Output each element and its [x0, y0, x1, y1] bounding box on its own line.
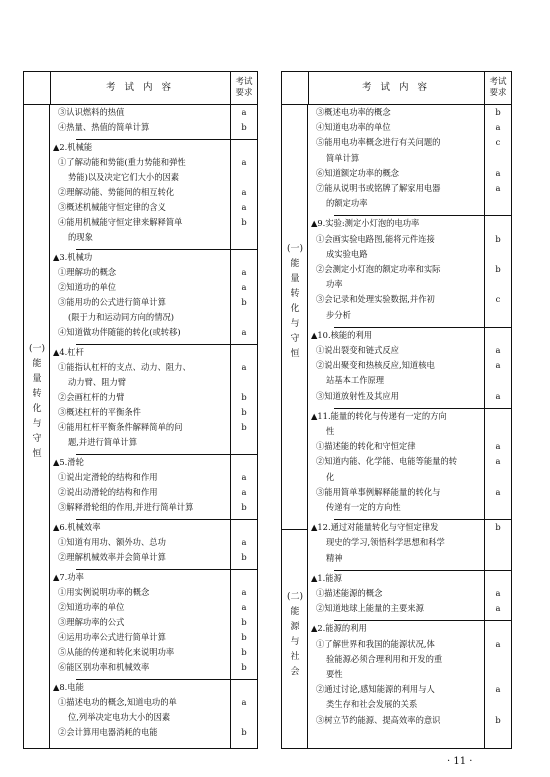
row-content: ③理解功率的公式 — [58, 617, 125, 627]
row-content: ②知道地球上能量的主要来源 — [316, 603, 424, 614]
row-requirement: a — [495, 684, 501, 695]
row-content: ①了解动能和势能(重力势能和弹性 — [58, 157, 186, 167]
row-content: ②说出聚变和热核反应,知道核电 — [316, 360, 435, 371]
row-requirement: a — [241, 537, 247, 547]
row-content: ⑥知道额定功率的概念 — [316, 167, 399, 178]
row-requirement: c — [495, 137, 501, 148]
row-requirement: a — [495, 638, 501, 649]
row-content: 站基本工作原理 — [326, 375, 385, 386]
row-content: 现史的学习,领悟科学思想和科学 — [326, 537, 445, 548]
category-char: 量 — [290, 274, 300, 284]
left-table-header — [24, 72, 257, 105]
row-content: ①知道有用功、额外功、总功 — [58, 537, 166, 547]
row-content: 位,列举决定电功大小的因素 — [68, 712, 171, 722]
row-content: ▲12.通过对能量转化与守恒定律发 — [311, 522, 439, 533]
row-content: ③概述杠杆的平衡条件 — [58, 407, 141, 417]
row-content: ⑦能从说明书或铭牌了解家用电器 — [316, 183, 441, 193]
header-content-label: 考 试 内 容 — [308, 72, 485, 104]
row-requirement: a — [241, 602, 247, 612]
row-requirement: b — [241, 632, 247, 642]
row-content: ②会画杠杆的力臂 — [58, 392, 125, 402]
category-char: 恒 — [32, 449, 42, 459]
row-content: ④热量、热值的简单计算 — [58, 122, 150, 132]
section-divider — [334, 327, 511, 328]
row-content: 化 — [326, 471, 335, 482]
row-content: ▲11.能量的转化与传递有一定的方向 — [311, 410, 447, 421]
row-content: ④知道做功伴随能的转化(或转移) — [58, 327, 181, 337]
row-requirement: a — [241, 187, 247, 197]
row-content: ⑤从能的传递和转化来说明功率 — [58, 647, 175, 657]
row-requirement: a — [495, 167, 501, 178]
row-requirement: b — [241, 662, 247, 672]
header-category-cell — [282, 72, 309, 104]
section-divider — [76, 519, 257, 520]
row-content: 传递有一定的方向性 — [326, 502, 401, 512]
row-content: ③知道放射性及其应用 — [316, 390, 399, 401]
row-content: ②会计算用电器消耗的电能 — [58, 727, 158, 737]
row-requirement: b — [241, 502, 247, 512]
row-content: ▲7.功率 — [53, 572, 84, 582]
left-table-body — [50, 104, 257, 748]
row-requirement: b — [495, 714, 501, 725]
row-requirement: b — [241, 407, 247, 417]
row-content: 功率 — [326, 279, 343, 290]
row-requirement: a — [495, 390, 501, 401]
row-content: ▲2.能源的利用 — [311, 623, 367, 634]
row-content: ▲10.核能的利用 — [311, 329, 373, 340]
row-requirement: b — [495, 522, 501, 533]
section-divider — [76, 569, 257, 570]
row-requirement: b — [241, 647, 247, 657]
row-requirement: a — [241, 202, 247, 212]
row-requirement: b — [241, 217, 247, 227]
row-requirement: a — [241, 487, 247, 497]
row-content: ①能指认杠杆的支点、动力、阻力、 — [58, 362, 191, 372]
row-content: 步分析 — [326, 309, 351, 320]
row-content: ▲1.能源 — [311, 572, 342, 583]
row-content: ④运用功率公式进行简单计算 — [58, 632, 166, 642]
row-requirement: a — [495, 345, 501, 355]
row-requirement: b — [241, 422, 247, 432]
category-char: 能 — [32, 359, 42, 369]
left-category-column — [24, 104, 50, 748]
category-char: 能 — [290, 259, 300, 269]
row-content: ④能用机械能守恒定律来解释简单 — [58, 217, 183, 227]
row-content: ▲5.滑轮 — [53, 457, 84, 467]
row-content: ①说出定滑轮的结构和作用 — [58, 472, 158, 482]
header-requirement-label: 考试 要求 — [235, 77, 253, 98]
row-content: ③能用功的公式进行简单计算 — [58, 297, 166, 307]
row-requirement: a — [241, 157, 247, 167]
row-requirement: a — [495, 441, 501, 452]
row-requirement: b — [495, 264, 501, 274]
row-content: ②会测定小灯泡的额定功率和实际 — [316, 264, 441, 274]
row-requirement: a — [495, 486, 501, 497]
row-content: ①描述电功的概念,知道电功的单 — [58, 697, 177, 707]
row-content: 验能源必须合理利用和开发的重 — [326, 653, 443, 664]
row-requirement: a — [241, 472, 247, 482]
category-char: 社 — [290, 652, 300, 662]
row-content: 势能)以及决定它们大小的因素 — [68, 172, 180, 182]
row-requirement: b — [241, 727, 247, 737]
section-divider — [334, 215, 511, 216]
row-content: ③能用简单事例解释能量的转化与 — [316, 486, 441, 497]
row-requirement: a — [241, 267, 247, 277]
category-char: (一) — [286, 244, 304, 254]
section-divider — [334, 620, 511, 621]
category-char: 转 — [290, 289, 300, 299]
row-content: ③会记录和处理实验数据,并作初 — [316, 294, 435, 305]
row-requirement: a — [241, 362, 247, 372]
right-category-column-1 — [282, 104, 308, 530]
category-char: 化 — [32, 404, 42, 414]
row-content: ②通过讨论,感知能源的利用与人 — [316, 684, 435, 695]
row-content: ▲8.电能 — [53, 682, 84, 692]
row-requirement: a — [495, 588, 501, 598]
row-requirement: a — [495, 183, 501, 193]
row-content: ▲2.机械能 — [53, 142, 93, 152]
row-content: 精神 — [326, 552, 343, 563]
row-requirement: c — [495, 294, 501, 305]
section-divider — [76, 139, 257, 140]
row-requirement: a — [241, 282, 247, 292]
left-table — [23, 71, 258, 749]
category-char: 与 — [290, 637, 300, 647]
row-content: ①说出裂变和链式反应 — [316, 345, 399, 355]
row-content: ▲6.机械效率 — [53, 522, 101, 532]
section-divider — [334, 408, 511, 409]
right-table-header — [282, 72, 511, 105]
row-requirement: a — [241, 327, 247, 337]
row-content: ③认识燃料的热值 — [58, 107, 125, 117]
category-char: (二) — [286, 592, 304, 602]
row-content: ①会画实验电路图,能将元件连接 — [316, 233, 435, 244]
row-requirement: b — [495, 107, 501, 117]
row-content: 性 — [326, 426, 335, 436]
row-content: ▲4.杠杆 — [53, 347, 84, 357]
row-requirement: b — [495, 233, 501, 244]
row-content: ②知道内能、化学能、电能等能量的转 — [316, 456, 458, 467]
row-requirement: b — [241, 297, 247, 307]
section-divider — [76, 344, 257, 345]
page-number: · 11 · — [447, 756, 473, 767]
right-category-column-2 — [282, 530, 308, 748]
row-content: 成实验电路 — [326, 248, 368, 259]
row-content: 动力臂、阻力臂 — [68, 377, 127, 387]
category-char: 量 — [32, 374, 42, 384]
row-content: ①理解功的概念 — [58, 267, 117, 277]
section-divider — [334, 519, 511, 520]
row-content: ①描述能源的概念 — [316, 588, 383, 598]
row-requirement: a — [495, 122, 501, 133]
row-requirement: a — [495, 360, 501, 371]
category-char: 能 — [290, 607, 300, 617]
row-requirement: b — [241, 552, 247, 562]
row-requirement: a — [495, 456, 501, 467]
section-divider — [334, 570, 511, 571]
right-table — [281, 71, 512, 749]
header-content-label: 考 试 内 容 — [50, 72, 231, 104]
category-char: 会 — [290, 667, 300, 677]
category-char: 守 — [32, 434, 42, 444]
row-content: ▲9.实验:测定小灯泡的电功率 — [311, 218, 420, 229]
row-content: ②理解动能、势能间的相互转化 — [58, 187, 175, 197]
category-char: 转 — [32, 389, 42, 399]
row-content: ①用实例说明功率的概念 — [58, 587, 150, 597]
row-content: ③解释滑轮组的作用,并进行简单计算 — [58, 502, 194, 512]
row-requirement: b — [241, 617, 247, 627]
row-requirement: a — [241, 587, 247, 597]
row-content: ①了解世界和我国的能源状况,体 — [316, 638, 435, 649]
row-content: ③概述电功率的概念 — [316, 107, 391, 117]
row-content: ②说出动滑轮的结构和作用 — [58, 487, 158, 497]
category-char: 与 — [32, 419, 42, 429]
row-content: ④能用杠杆平衡条件解释简单的问 — [58, 422, 183, 432]
section-divider — [76, 249, 257, 250]
row-requirement: a — [241, 107, 247, 117]
row-content: ②知道功的单位 — [58, 282, 117, 292]
row-content: ⑥能区别功率和机械效率 — [58, 662, 150, 672]
row-requirement: a — [241, 697, 247, 707]
row-content: 简单计算 — [326, 152, 360, 163]
row-content: ②理解机械效率并会简单计算 — [58, 552, 166, 562]
category-char: 恒 — [290, 349, 300, 359]
category-char: (一) — [28, 344, 46, 354]
row-content: 类生存和社会发展的关系 — [326, 699, 418, 710]
section-divider — [76, 454, 257, 455]
header-requirement-label: 考试 要求 — [489, 77, 507, 98]
row-content: 的额定功率 — [326, 198, 368, 209]
category-char: 守 — [290, 334, 300, 344]
row-content: ⑤能用电功率概念进行有关问题的 — [316, 137, 441, 148]
row-requirement: a — [495, 603, 501, 614]
row-content: ③树立节约能源、提高效率的意识 — [316, 714, 441, 725]
row-content: ②知道功率的单位 — [58, 602, 125, 612]
row-content: ▲3.机械功 — [53, 252, 93, 262]
section-divider — [76, 679, 257, 680]
row-content: ④知道电功率的单位 — [316, 122, 391, 133]
row-content: 的现象 — [68, 232, 93, 242]
category-char: 与 — [290, 319, 300, 329]
right-table-body — [308, 104, 511, 748]
row-requirement: b — [241, 122, 247, 132]
header-category-cell — [24, 72, 51, 104]
row-content: 要性 — [326, 669, 343, 679]
category-char: 化 — [290, 304, 300, 314]
row-content: 题,并进行简单计算 — [68, 437, 138, 447]
row-content: ③概述机械能守恒定律的含义 — [58, 202, 166, 212]
row-content: (限于力和运动同方向的情况) — [68, 312, 175, 322]
row-content: ①描述能的转化和守恒定律 — [316, 441, 416, 452]
row-requirement: b — [241, 392, 247, 402]
category-char: 源 — [290, 622, 300, 632]
